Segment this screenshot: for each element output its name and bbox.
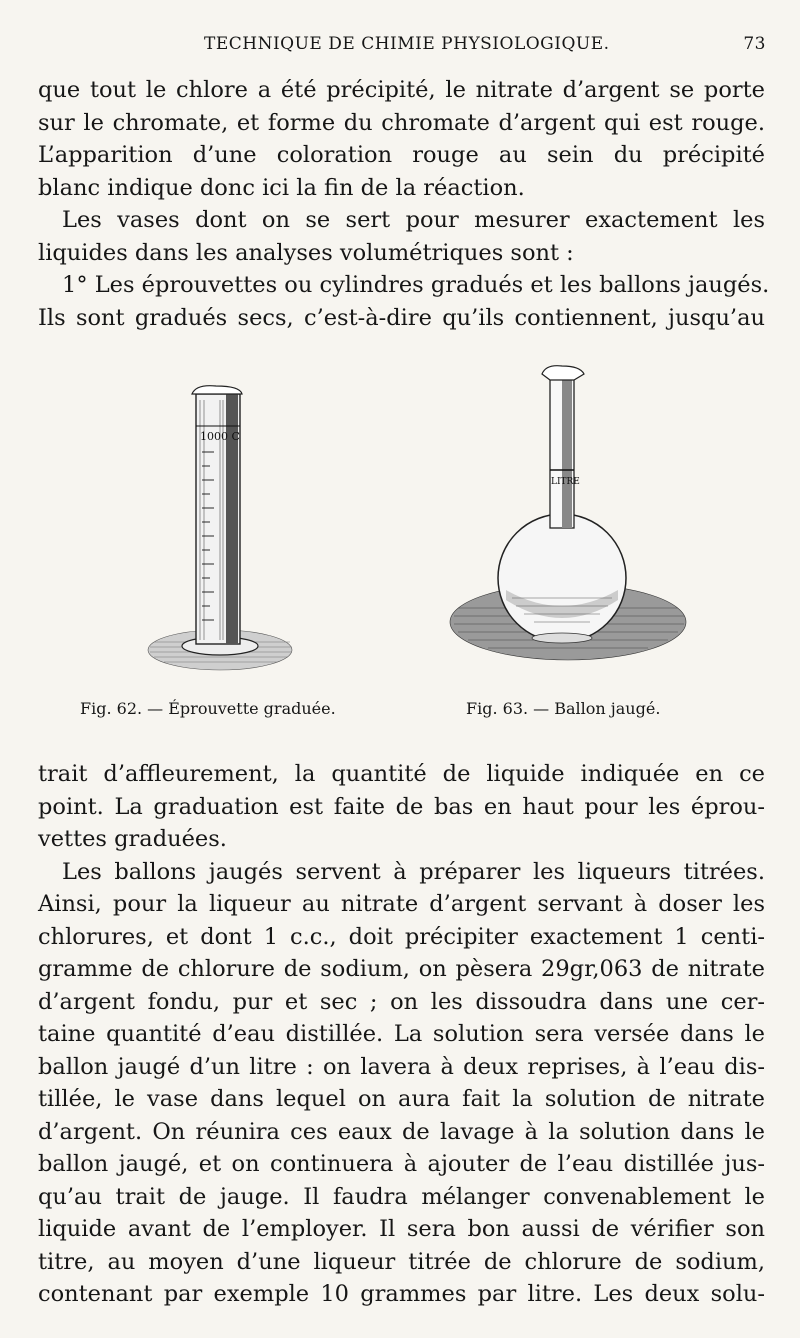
text-line: gramme de chlorure de sodium, on pèsera 29gr,063 de nitrate	[38, 956, 765, 982]
text-line: titre, au moyen d’une liqueur titrée de chlorure de sodium,	[38, 1248, 765, 1275]
figure-volumetric-flask	[448, 360, 768, 670]
text-line: vettes graduées.	[38, 826, 227, 852]
cylinder-label: 1000 C	[200, 430, 240, 443]
figure-63-caption: Fig. 63. — Ballon jaugé.	[466, 699, 661, 718]
text-line: liquides dans les analyses volumétriques sont :	[38, 239, 574, 266]
text-line: que tout le chlore a été précipité, le nitrate d’argent se porte	[38, 77, 765, 103]
graduated-cylinder-illustration	[140, 380, 310, 680]
text-line: Les vases dont on se sert pour mesurer exactement les	[62, 207, 765, 233]
text-line: point. La graduation est faite de bas en haut pour les éprou-	[38, 793, 765, 820]
text-line: Ils sont gradués secs, c’est-à-dire qu’ils contiennent, jusqu’au	[38, 304, 765, 331]
text-line: L’apparition d’une coloration rouge au sein du précipité	[38, 142, 765, 168]
text-line: taine quantité d’eau distillée. La solution sera versée dans le	[38, 1021, 765, 1047]
running-head-title: TECHNIQUE DE CHIMIE PHYSIOLOGIQUE.	[204, 34, 610, 54]
text-block-top	[38, 74, 770, 334]
text-line: d’argent fondu, pur et sec ; on les dissoudra dans une cer-	[38, 988, 765, 1015]
text-block-bottom	[38, 758, 765, 1311]
volumetric-flask-illustration	[448, 360, 768, 670]
page-number: 73	[743, 34, 766, 54]
running-head	[38, 28, 770, 58]
text-line: tillée, le vase dans lequel on aura fait la solution de nitrate	[38, 1086, 765, 1112]
text-line: contenant par exemple 10 grammes par litre. Les deux solu-	[38, 1281, 765, 1307]
text-line: blanc indique donc ici la fin de la réaction.	[38, 174, 525, 201]
text-line: Les ballons jaugés servent à préparer les liqueurs titrées.	[62, 858, 765, 885]
text-line: ballon jaugé, et on continuera à ajouter de l’eau distillée jus-	[38, 1151, 765, 1177]
figure-62-caption: Fig. 62. — Éprouvette graduée.	[80, 699, 336, 718]
text-line: sur le chromate, et forme du chromate d’argent qui est rouge.	[38, 109, 765, 136]
figure-graduated-cylinder	[140, 380, 310, 680]
text-line: d’argent. On réunira ces eaux de lavage à la solution dans le	[38, 1118, 765, 1145]
text-line: Ainsi, pour la liqueur au nitrate d’argent servant à doser les	[38, 891, 765, 917]
text-line: liquide avant de l’employer. Il sera bon aussi de vérifier son	[38, 1216, 765, 1242]
text-line: 1° Les éprouvettes ou cylindres gradués et les ballons jaugés.	[62, 272, 770, 298]
text-line: qu’au trait de jauge. Il faudra mélanger convenablement le	[38, 1183, 765, 1210]
text-line: chlorures, et dont 1 c.c., doit précipiter exactement 1 centi-	[38, 923, 765, 950]
text-line: ballon jaugé d’un litre : on lavera à deux reprises, à l’eau dis-	[38, 1053, 765, 1080]
flask-label: LITRE	[551, 477, 580, 487]
text-line: trait d’affleurement, la quantité de liquide indiquée en ce	[38, 761, 765, 787]
